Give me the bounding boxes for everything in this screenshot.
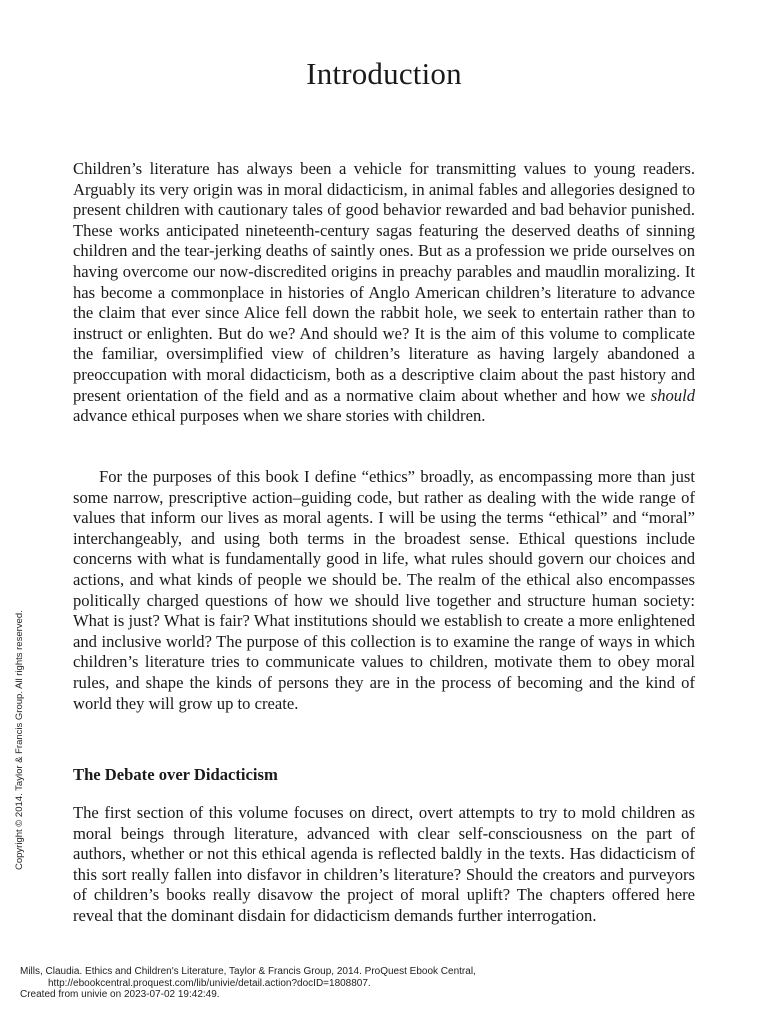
footer-created: Created from univie on 2023-07-02 19:42:49. (20, 989, 220, 1000)
paragraph-1-text: Children’s literature has always been a vehicle for transmitting values to young readers. Arguably its very origin was in moral didacticism, in animal fables and allegories designed to present children with cautionary tales of good behavior rewarded and bad behavior punished. These works anticipated nineteenth-century sagas featuring the deserved deaths of sinning children and the tear-jerking deaths of saintly ones. But as a profession we pride ourselves on having overcome our now-discredited origins in preachy parables and maudlin moralizing. It has become a commonplace in histories of Anglo American children’s literature to advance the claim that ever since Alice fell down the rabbit hole, we seek to entertain rather than to instruct or enlighten. But do we? And should we? It is the aim of this volume to complicate the familiar, oversimplified view of children’s literature as having largely abandoned a preoccupation with moral didacticism, both as a descriptive claim about the past history and present orientation of the field and as a normative claim about whether and how we (73, 159, 695, 405)
footer-citation: Mills, Claudia. Ethics and Children's Literature, Taylor & Francis Group, 2014. ProQuest Ebook Central, (20, 966, 476, 977)
paragraph-1-text-end: advance ethical purposes when we share stories with children. (73, 406, 486, 426)
paragraph-1 (73, 159, 695, 427)
footer-url[interactable]: http://ebookcentral.proquest.com/lib/univie/detail.action?docID=1808807. (48, 977, 371, 989)
copyright-notice: Copyright © 2014. Taylor & Francis Group. All rights reserved. (14, 610, 25, 870)
paragraph-2: For the purposes of this book I define “ethics” broadly, as encompassing more than just some narrow, prescriptive action–guiding code, but rather as dealing with the wide range of values that inform our lives as moral agents. I will be using the terms “ethical” and “moral” interchangeably, and using both terms in the broadest sense. Ethical questions include concerns with what is fundamentally good in life, what rules should govern our choices and actions, and what kinds of people we should be. The realm of the ethical also encompasses politically charged questions of how we should live together and structure human society: What is just? What is fair? What institutions should we establish to create a more enlightened and inclusive world? The purpose of this collection is to examine the range of ways in which children’s literature tries to communicate values to children, motivate them to obey moral rules, and shape the kinds of persons they are in the process of becoming and the kind of world they will grow up to create. (73, 467, 695, 713)
section-heading: The Debate over Didacticism (73, 765, 278, 784)
paragraph-1-emphasis: should (650, 385, 695, 405)
paragraph-3: The first section of this volume focuses on direct, overt attempts to try to mold children as moral beings through literature, advanced with clear self-consciousness on the part of authors, whether or not this ethical agenda is reflected baldly in the texts. Has didacticism of this sort really fallen into disfavor in children’s literature? Should the creators and purveyors of children’s books really disavow the project of moral uplift? The chapters offered here reveal that the dominant disdain for didacticism demands further interrogation. (73, 803, 695, 925)
chapter-title: Introduction (306, 56, 462, 91)
citation-footer (20, 966, 476, 1001)
